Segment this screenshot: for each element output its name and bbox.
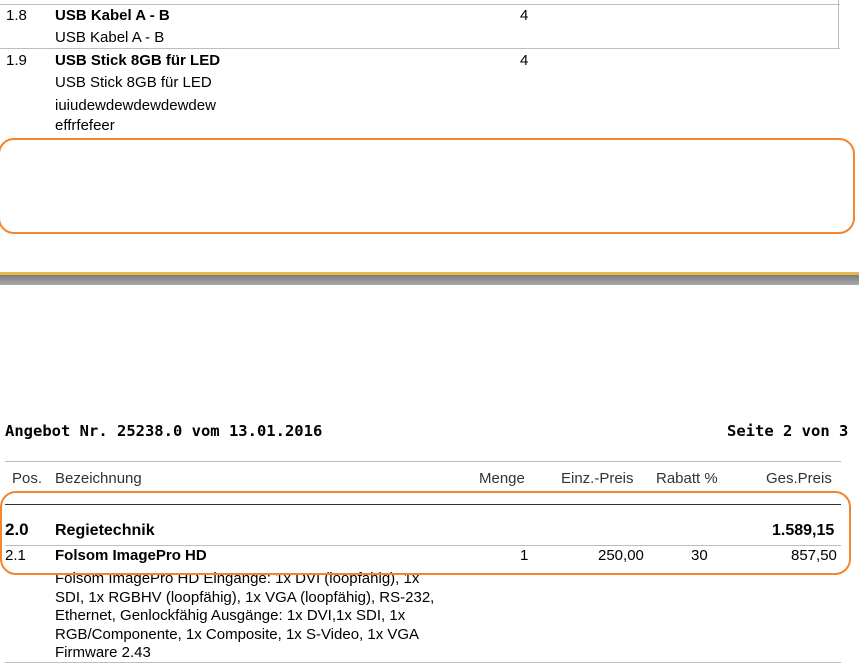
item-description-line: SDI, 1x RGBHV (loopfähig), 1x VGA (loopfähig), RS-232, xyxy=(55,589,435,606)
item-title: Folsom ImagePro HD xyxy=(55,547,207,564)
item-title: USB Kabel A - B xyxy=(55,7,170,24)
right-border-line xyxy=(838,0,839,48)
item-note: effrfefeer xyxy=(55,117,115,134)
item-description-line: Firmware 2.43 xyxy=(55,644,151,661)
offer-title: Angebot Nr. 25238.0 vom 13.01.2016 xyxy=(5,422,323,440)
item-pos: 1.9 xyxy=(6,52,27,69)
col-header-pos: Pos. xyxy=(12,470,43,487)
item-description-line: RGB/Componente, 1x Composite, 1x S-Video, 1x VGA xyxy=(55,626,420,643)
item-description: USB Stick 8GB für LED xyxy=(55,74,212,91)
col-header-description: Bezeichnung xyxy=(55,470,142,487)
item-discount: 30 xyxy=(691,547,708,564)
item-pos: 2.1 xyxy=(5,547,26,564)
highlight-box-empty-area xyxy=(0,138,855,234)
item-qty: 1 xyxy=(520,547,529,564)
item-pos: 1.8 xyxy=(6,7,27,24)
bottom-divider xyxy=(5,662,841,663)
item-qty: 4 xyxy=(520,52,529,69)
group-pos: 2.0 xyxy=(5,520,29,539)
row-divider-top xyxy=(0,4,840,5)
row-divider xyxy=(0,48,840,49)
group-title: Regietechnik xyxy=(55,522,155,539)
item-total: 857,50 xyxy=(791,547,837,564)
item-title: USB Stick 8GB für LED xyxy=(55,52,221,69)
highlight-box-group-row xyxy=(0,491,851,575)
page-number: Seite 2 von 3 xyxy=(727,422,849,440)
col-header-quantity: Menge xyxy=(479,470,525,487)
header-top-line xyxy=(5,461,841,462)
page-separator-gray xyxy=(0,275,859,285)
item-description-line: Folsom ImagePro HD Eingänge: 1x DVI (loopfähig), 1x xyxy=(55,570,420,587)
item-description: USB Kabel A - B xyxy=(55,29,165,46)
group-total: 1.589,15 xyxy=(772,522,835,539)
item-note: iuiudewdewdewdewdew xyxy=(55,97,216,114)
col-header-total: Ges.Preis xyxy=(766,470,832,487)
item-description-line: Ethernet, Genlockfähig Ausgänge: 1x DVI,1x SDI, 1x xyxy=(55,607,406,624)
col-header-discount: Rabatt % xyxy=(656,470,718,487)
item-qty: 4 xyxy=(520,7,529,24)
col-header-unit-price: Einz.-Preis xyxy=(561,470,634,487)
item-unit-price: 250,00 xyxy=(598,547,644,564)
